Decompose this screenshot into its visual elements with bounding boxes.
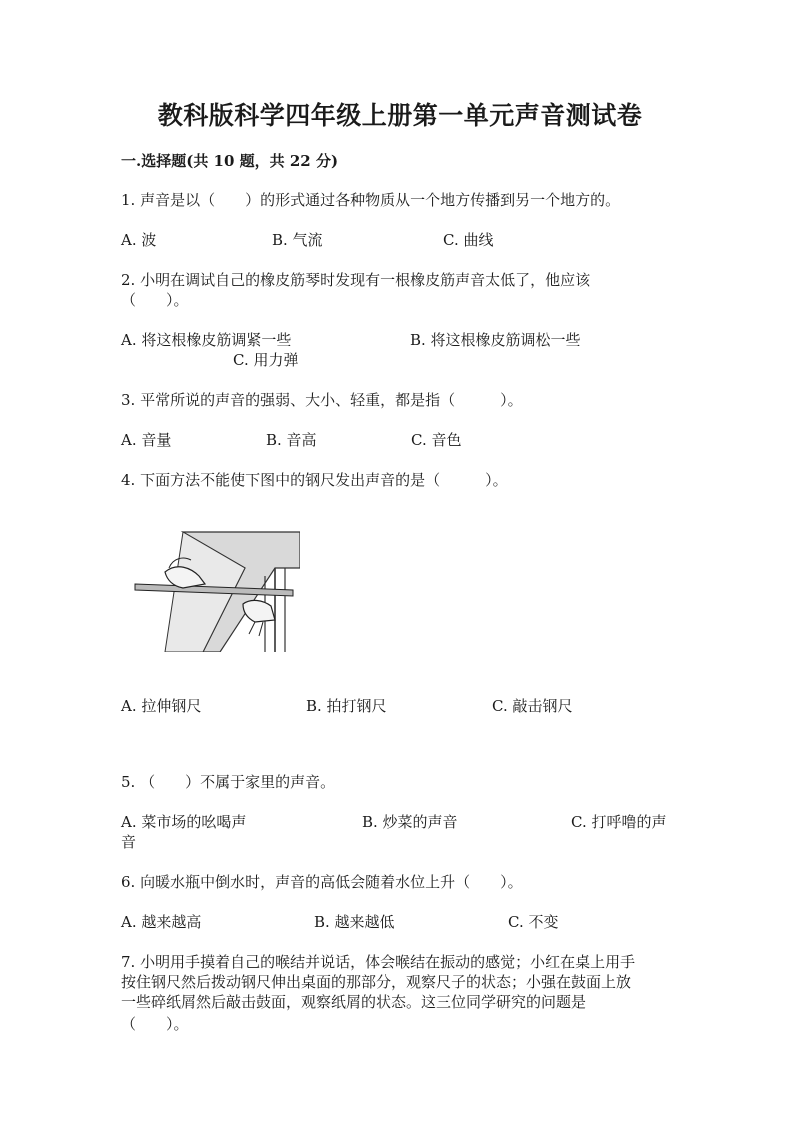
question-7-text-line2: 按住钢尺然后拨动钢尺伸出桌面的那部分，观察尺子的状态；小强在鼓面上放 [121, 973, 632, 991]
question-3-text: 3. 平常所说的声音的强弱、大小、轻重，都是指（ ）。 [121, 391, 523, 409]
question-4-option-b: B. 拍打钢尺 [306, 697, 387, 715]
question-3-option-c: C. 音色 [411, 431, 462, 449]
question-4-option-c: C. 敲击钢尺 [492, 697, 573, 715]
question-7-text-line4: （ ）。 [121, 1015, 189, 1033]
question-2-option-b: B. 将这根橡皮筋调松一些 [410, 331, 581, 349]
question-2-option-c: C. 用力弹 [233, 351, 299, 369]
question-5-option-a: A. 菜市场的吆喝声 [121, 813, 247, 831]
question-5-option-b: B. 炒菜的声音 [362, 813, 458, 831]
question-1-option-b: B. 气流 [272, 231, 323, 249]
question-2-option-a: A. 将这根橡皮筋调紧一些 [121, 331, 292, 349]
question-6-option-a: A. 越来越高 [121, 913, 202, 931]
question-5-text: 5. （ ）不属于家里的声音。 [121, 773, 336, 791]
question-1-option-a: A. 波 [121, 231, 157, 249]
question-5-option-c-wrap: 音 [121, 833, 137, 851]
question-3-option-b: B. 音高 [266, 431, 317, 449]
question-2-text-line2: （ ）。 [121, 291, 189, 309]
question-6-text: 6. 向暖水瓶中倒水时，声音的高低会随着水位上升（ ）。 [121, 873, 523, 891]
question-3-option-a: A. 音量 [121, 431, 172, 449]
question-4-option-a: A. 拉伸钢尺 [121, 697, 202, 715]
steel-ruler-on-table-illustration [125, 528, 300, 652]
question-1-text: 1. 声音是以（ ）的形式通过各种物质从一个地方传播到另一个地方的。 [121, 191, 621, 209]
question-6-option-b: B. 越来越低 [314, 913, 395, 931]
question-2-text: 2. 小明在调试自己的橡皮筋琴时发现有一根橡皮筋声音太低了，他应该 [121, 271, 591, 289]
question-1-option-c: C. 曲线 [443, 231, 494, 249]
question-6-option-c: C. 不变 [508, 913, 559, 931]
page-title: 教科版科学四年级上册第一单元声音测试卷 [157, 101, 643, 130]
question-4-text: 4. 下面方法不能使下图中的钢尺发出声音的是（ ）。 [121, 471, 508, 489]
question-7-text-line3: 一些碎纸屑然后敲击鼓面，观察纸屑的状态。这三位同学研究的问题是 [121, 993, 587, 1011]
question-7-text: 7. 小明用手摸着自己的喉结并说话，体会喉结在振动的感觉；小红在桌上用手 [121, 953, 636, 971]
section-heading: 一.选择题(共 10 题，共 22 分) [121, 152, 339, 170]
question-5-option-c: C. 打呼噜的声 [571, 813, 667, 831]
